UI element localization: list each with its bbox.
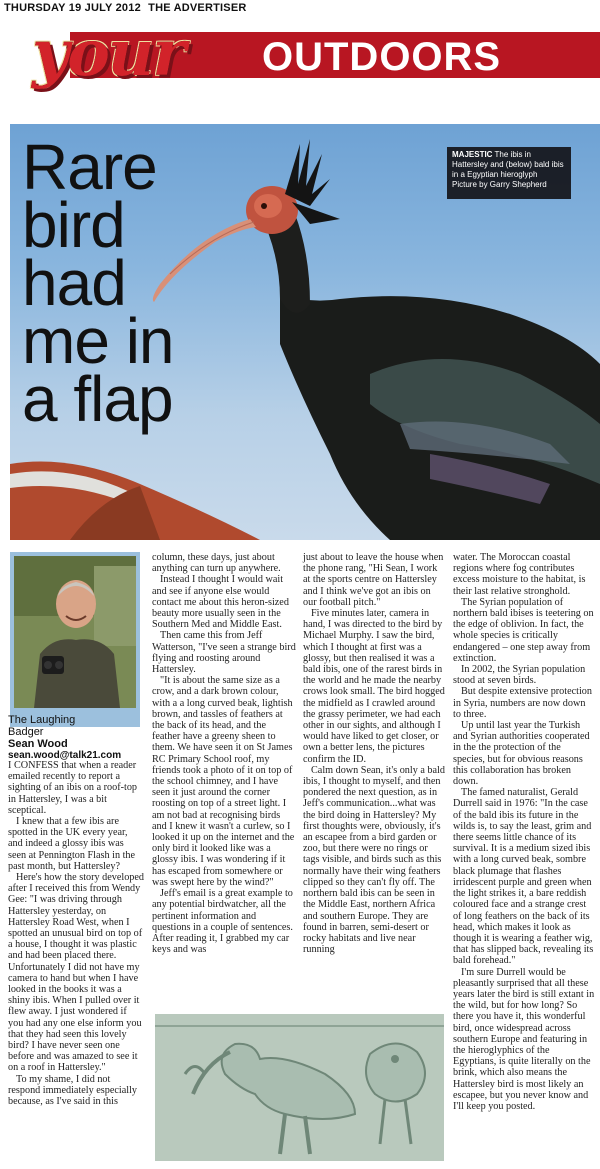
hieroglyph-photo (155, 1014, 444, 1161)
paragraph: column, these days, just about anything can turn up anywhere. (152, 552, 281, 575)
issue-date: THURSDAY 19 JULY 2012 (4, 2, 141, 14)
caption-label: MAJESTIC (452, 150, 493, 159)
author-photo (14, 556, 136, 708)
paragraph: Up until last year the Turkish and Syrian authorities cooperated in the the protection of the species, but for obvious reasons this collaboration has broken down. (453, 720, 590, 788)
column-name-line2: Badger (8, 726, 44, 738)
byline (8, 714, 140, 762)
paragraph: In 2002, the Syrian population stood at seven birds. (453, 664, 586, 687)
paragraph: Here's how the story developed after I received this from Wendy Gee: "I was driving through Hattersley yesterday, on Hattersley Road West, when I spotted an unusual bird on top of a house, I thought it was plastic and had been placed there. Unfortunately I did not have my camera to hand but when I have looked in the books it was a shiny ibis. When I pulled over it flew away. I just wondered if you had any one else inform you that they had seen this lovely bird? I have never seen one before and was amazed to see it on a roof in Hattersley." (8, 872, 145, 1074)
paragraph: I CONFESS that when a reader emailed recently to report a sighting of an ibis on a roof-top in Hattersley, I was a bit sceptical. (8, 760, 138, 816)
paper-name: THE ADVERTISER (148, 2, 247, 14)
masthead-your-logo: your (32, 16, 185, 91)
hieroglyph-ibis-illustration (155, 1014, 444, 1161)
paragraph: Calm down Sean, it's only a bald ibis, I thought to myself, and then pondered the next question, as in Jeff's communication...what was the bird doing in Hattersley? My first thoughts were, obviously, it's an escapee from a bird garden or zoo, but there were no rings or tags visible, and birds such as this normally have their wing feathers clipped so they can't fly off. The northern bald ibis can be seen in the Middle East, northern Africa and southern Europe. They are found in barren, semi-desert or rocky habitats and live near running (303, 764, 445, 956)
headline-line: had (22, 247, 126, 319)
paragraph: The famed naturalist, Gerald Durrell said in 1976: "In the case of the bald ibis its future in the wilds is, to say the least, grim and there seems little chance of its survival. It is a medium sized ibis with a long curved beak, sombre black plumage that flashes irridescent purple and green when the light strikes it, a bare reddish coloured face and a strange crest of long feathers on the back of its head, which makes it look as though it is wearing a feather wig, that has slipped back, revealing its bald forehead." (453, 787, 594, 967)
masthead-section-title: OUTDOORS (262, 35, 502, 79)
headline (22, 131, 242, 435)
headline-line: bird (22, 189, 125, 261)
paragraph: Instead I thought I would wait and see if anyone else would contact me about this heron-sized beauty more usually seen in the Southern Med and Middle East. (152, 574, 289, 631)
article-column-4 (453, 552, 595, 1112)
photo-caption (447, 147, 571, 199)
headline-line: me in (22, 305, 174, 377)
paragraph: I'm sure Durrell would be pleasantly surprised that all these years later the bird is still extant in the wild, but for how long? So there you have it, this wonderful bird, once widespread across southern Europe and featuring in the hieroglyphics of the Egyptians, is quite literally on the brink, which also means the Hattersley bird is most likely an escapee, but you never know and I'll keep you posted. (453, 966, 595, 1112)
paragraph: I knew that a few ibis are spotted in the UK every year, and indeed a glossy ibis was seen at Pennington Flash in the past month, but Hattersley? (8, 816, 136, 872)
section-masthead (0, 16, 600, 91)
paragraph: To my shame, I did not respond immediately especially because, as I've said in this (8, 1073, 138, 1108)
article-column-3 (303, 552, 445, 955)
paragraph: Five minutes later, camera in hand, I was directed to the bird by Michael Murphy. I saw the bird, which I thought at first was a glossy, but then realised it was a bald ibis, one of the rarest birds in the world and he made the nearby crows look small. The bird hogged the midfield as I crawled around the grassy perimeter, we had each other in our sights, and although I would have liked to get closer, or own a better lens, the pictures confirm the ID. (303, 608, 445, 765)
author-email[interactable]: sean.wood@talk21.com (8, 750, 122, 761)
article-column-2 (152, 552, 296, 955)
headline-line: a flap (22, 363, 173, 435)
paragraph: just about to leave the house when the phone rang, "Hi Sean, I work at the sports centre on Hattersley and I think we've got an ibis on our football pitch." (303, 552, 444, 608)
paragraph: The Syrian population of northern bald ibises is teetering on the edge of oblivion. In fact, the whole species is critically endangered – one step away from extinction. (453, 596, 594, 664)
caption-text: The ibis in Hattersley and (below) bald ibis in a Egyptian hieroglyph (452, 150, 564, 179)
caption-credit: Picture by Garry Shepherd (452, 180, 547, 189)
headline-line: Rare (22, 131, 157, 203)
byline-panel (10, 552, 140, 727)
paragraph: But despite extensive protection in Syria, numbers are now down to three. (453, 686, 592, 720)
article-column-1 (8, 760, 144, 1107)
author-name: Sean Wood (8, 738, 68, 750)
paragraph: Then came this from Jeff Watterson, "I've seen a strange bird flying and roosting around Hattersley. (152, 630, 296, 676)
column-name-line1: The Laughing (8, 714, 76, 726)
paragraph: "It is about the same size as a crow, and a dark brown colour, with a a long curved beak, lightish brown, and tassles of feathers at the back of its head, and the feather have a greeny sheen to them. We have seen it on St James RC Primary School roof, my friends took a photo of it on top of the school chimney, and I have seen it just around the corner roosting on top of a street light. I am not bad at recognising birds and I knew it wasn't a curlew, so I looked it up on the internet and the only bird it looked like was a glossy ibis. I was wondering if it has escaped from somewhere or was swept here by the wind?" (152, 675, 295, 888)
paragraph: water. The Moroccan coastal regions where fog contributes excess moisture to the habitat, is their last relative stronghold. (453, 552, 586, 597)
paragraph: Jeff's email is a great example to any potential birdwatcher, all the pertinent information and questions in a couple of sentences. After reading it, I grabbed my car keys and was (152, 888, 293, 956)
